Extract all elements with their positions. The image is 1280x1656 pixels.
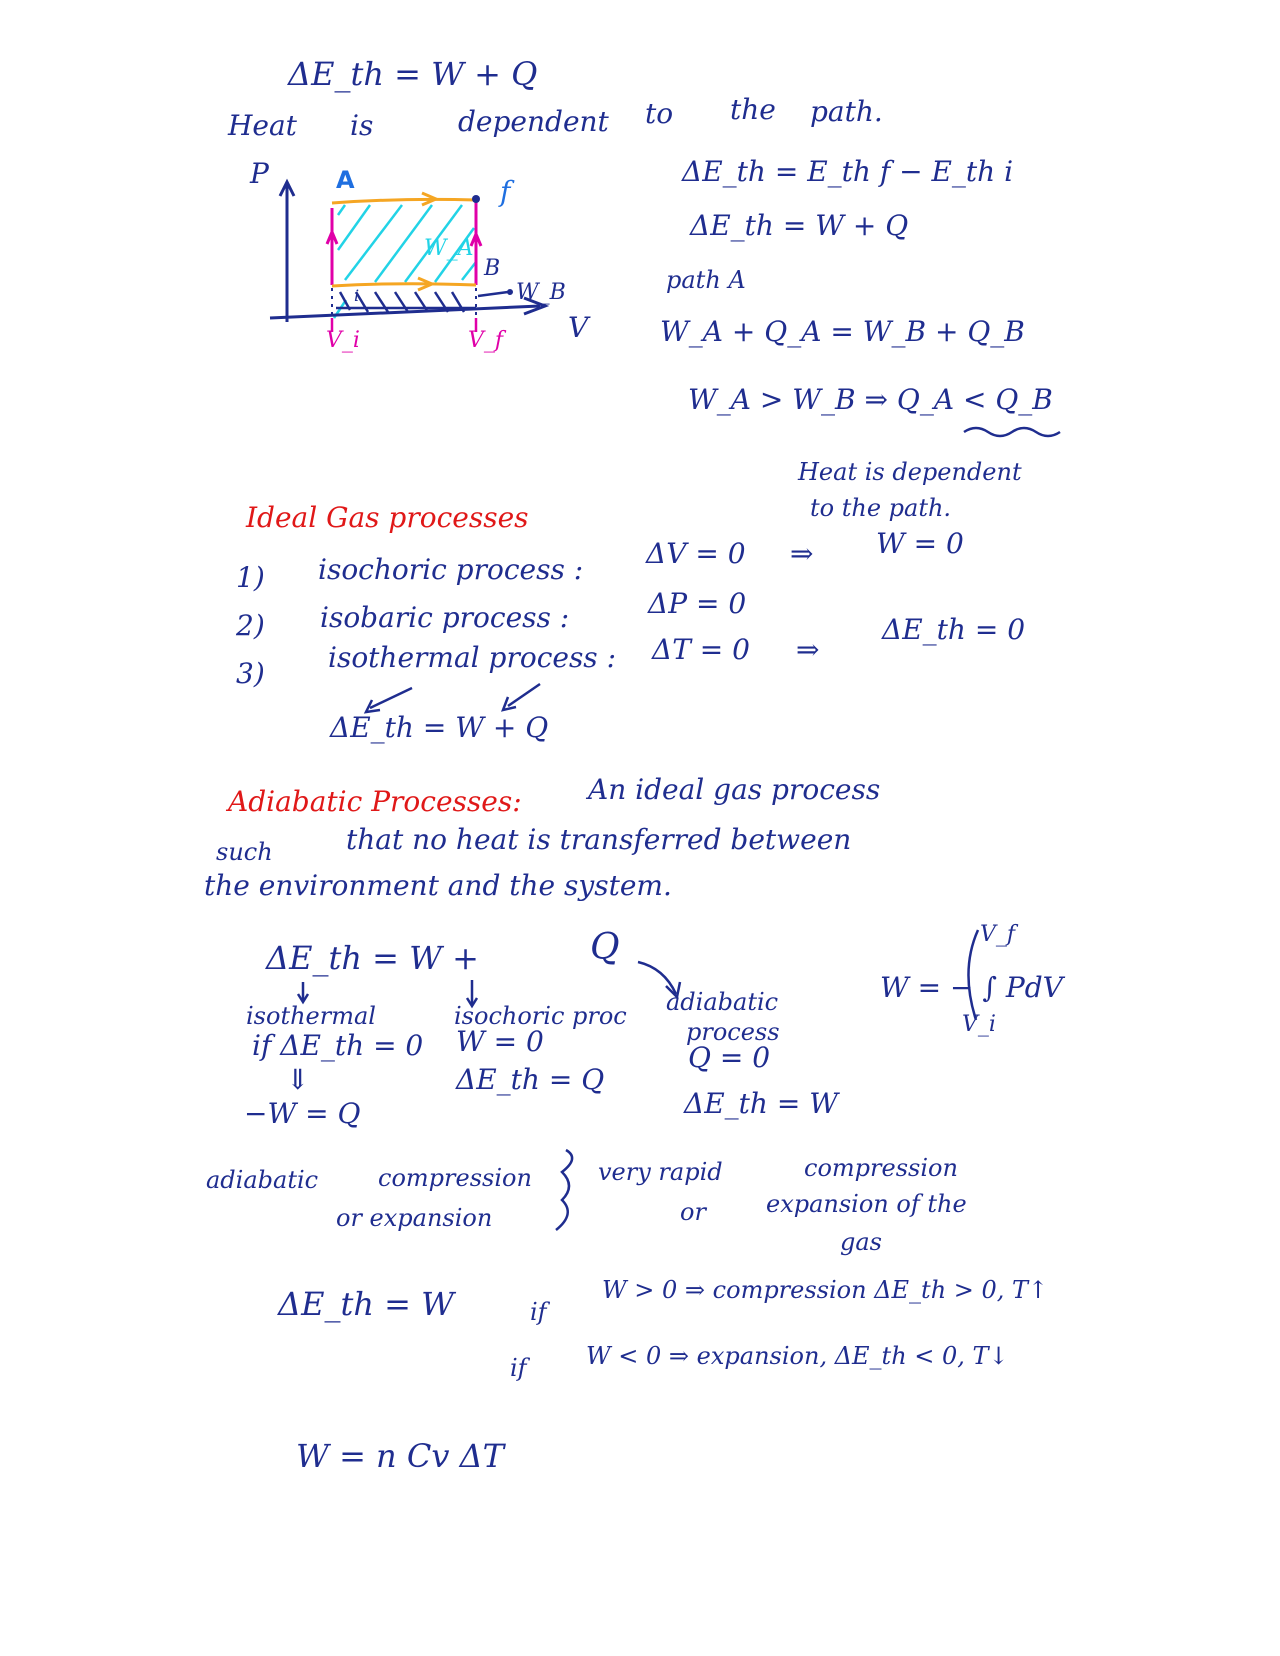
- point-i-label: i: [354, 286, 360, 305]
- process-1-name: isochoric process :: [318, 553, 584, 586]
- process-2-condition: ΔP = 0: [648, 587, 747, 620]
- compression-left-1: adiabatic: [206, 1166, 319, 1194]
- process-2-number: 2): [236, 609, 265, 642]
- process-3-condition: ΔT = 0: [652, 633, 750, 666]
- heat-note-word-6: path.: [810, 95, 883, 128]
- process-3-name: isothermal process :: [328, 641, 617, 674]
- first-law-equation: ΔE_th = W + Q: [288, 55, 538, 93]
- integral-upper-limit: V_f: [980, 922, 1016, 947]
- first-law-restated: ΔE_th = W + Q: [690, 209, 909, 242]
- case-2-expansion: W < 0 ⇒ expansion, ΔE_th < 0, T↓: [586, 1342, 1009, 1370]
- isothermal-label: isothermal: [246, 1002, 376, 1030]
- p-axis-label: P: [250, 157, 269, 190]
- heat-note-word-1: Heat: [228, 109, 297, 142]
- process-1-result: W = 0: [876, 527, 964, 560]
- adiabatic-q-zero: Q = 0: [688, 1041, 771, 1074]
- process-1-condition: ΔV = 0: [646, 537, 746, 570]
- ideal-first-law: ΔE_th = W + Q: [330, 711, 549, 744]
- process-2-name: isobaric process :: [320, 601, 570, 634]
- heat-note-word-2: is: [350, 109, 374, 142]
- case-1-compression: W > 0 ⇒ compression ΔE_th > 0, T↑: [602, 1276, 1049, 1304]
- adiabatic-first-law: ΔE_th = W +: [266, 939, 479, 977]
- heat-symbol: Q: [590, 927, 620, 968]
- wb-pointer: [478, 292, 508, 296]
- heat-path-note-1: Heat is dependent: [798, 458, 1022, 486]
- area-a-label: W_A: [424, 236, 474, 261]
- heat-note-word-5: the: [730, 93, 776, 126]
- compression-left-3: or expansion: [336, 1204, 493, 1232]
- compression-right-3: or: [680, 1198, 706, 1226]
- adiabatic-label-2: process: [686, 1018, 780, 1046]
- isochoric-label: isochoric proc: [454, 1002, 627, 1030]
- path-a-label: path A: [666, 266, 746, 294]
- isothermal-implies: ⇓: [286, 1063, 310, 1096]
- point-f-label: f: [500, 175, 511, 208]
- v1-label: V_i: [326, 328, 360, 353]
- adiabatic-def-line-1: An ideal gas process: [588, 773, 881, 806]
- case-2-if: if: [510, 1354, 527, 1382]
- process-3-result: ΔE_th = 0: [882, 613, 1026, 646]
- integral-lower-limit: V_i: [962, 1012, 996, 1037]
- point-f-marker: [472, 195, 480, 203]
- isochoric-condition: W = 0: [456, 1025, 544, 1058]
- delta-e-definition: ΔE_th = E_th f − E_th i: [682, 155, 1014, 188]
- compression-right-1: very rapid: [598, 1158, 723, 1186]
- adiabatic-def-line-2a: such: [216, 838, 273, 866]
- adiabatic-heading: Adiabatic Processes:: [228, 785, 522, 818]
- heat-note-word-4: to: [645, 97, 674, 130]
- process-3-number: 3): [236, 657, 265, 690]
- compression-right-4: expansion of the: [766, 1190, 967, 1218]
- process-1-arrow: ⇒: [790, 537, 814, 570]
- isochoric-result: ΔE_th = Q: [456, 1063, 605, 1096]
- v-axis-label: V: [568, 311, 589, 344]
- work-integral: W = − ∫ PdV: [880, 971, 1063, 1004]
- ideal-gas-heading: Ideal Gas processes: [246, 501, 529, 534]
- isothermal-result: −W = Q: [244, 1097, 361, 1130]
- adiabatic-def-line-2b: that no heat is transferred between: [346, 823, 852, 856]
- adiabatic-def-line-3: the environment and the system.: [204, 869, 672, 902]
- point-a-label: A: [336, 166, 355, 194]
- compression-left-2: compression: [378, 1164, 532, 1192]
- path-equality: W_A + Q_A = W_B + Q_B: [660, 315, 1025, 348]
- final-first-law: ΔE_th = W: [278, 1285, 454, 1323]
- work-comparison: W_A > W_B ⇒ Q_A < Q_B: [688, 383, 1053, 416]
- v2-label: V_f: [468, 328, 504, 353]
- compression-right-5: gas: [840, 1228, 882, 1256]
- work-heat-capacity-equation: W = n Cv ΔT: [296, 1437, 505, 1475]
- point-b-label: B: [484, 256, 501, 281]
- case-1-if: if: [530, 1298, 547, 1326]
- process-1-number: 1): [236, 561, 265, 594]
- isothermal-condition: if ΔE_th = 0: [252, 1029, 424, 1062]
- adiabatic-result: ΔE_th = W: [684, 1087, 838, 1120]
- heat-path-note-2: to the path.: [810, 494, 952, 522]
- compression-right-2: compression: [804, 1154, 958, 1182]
- area-b-label: W_B: [516, 280, 566, 305]
- process-3-arrow: ⇒: [796, 633, 820, 666]
- adiabatic-label: adiabatic: [666, 988, 779, 1016]
- heat-note-word-3: dependent: [458, 105, 609, 138]
